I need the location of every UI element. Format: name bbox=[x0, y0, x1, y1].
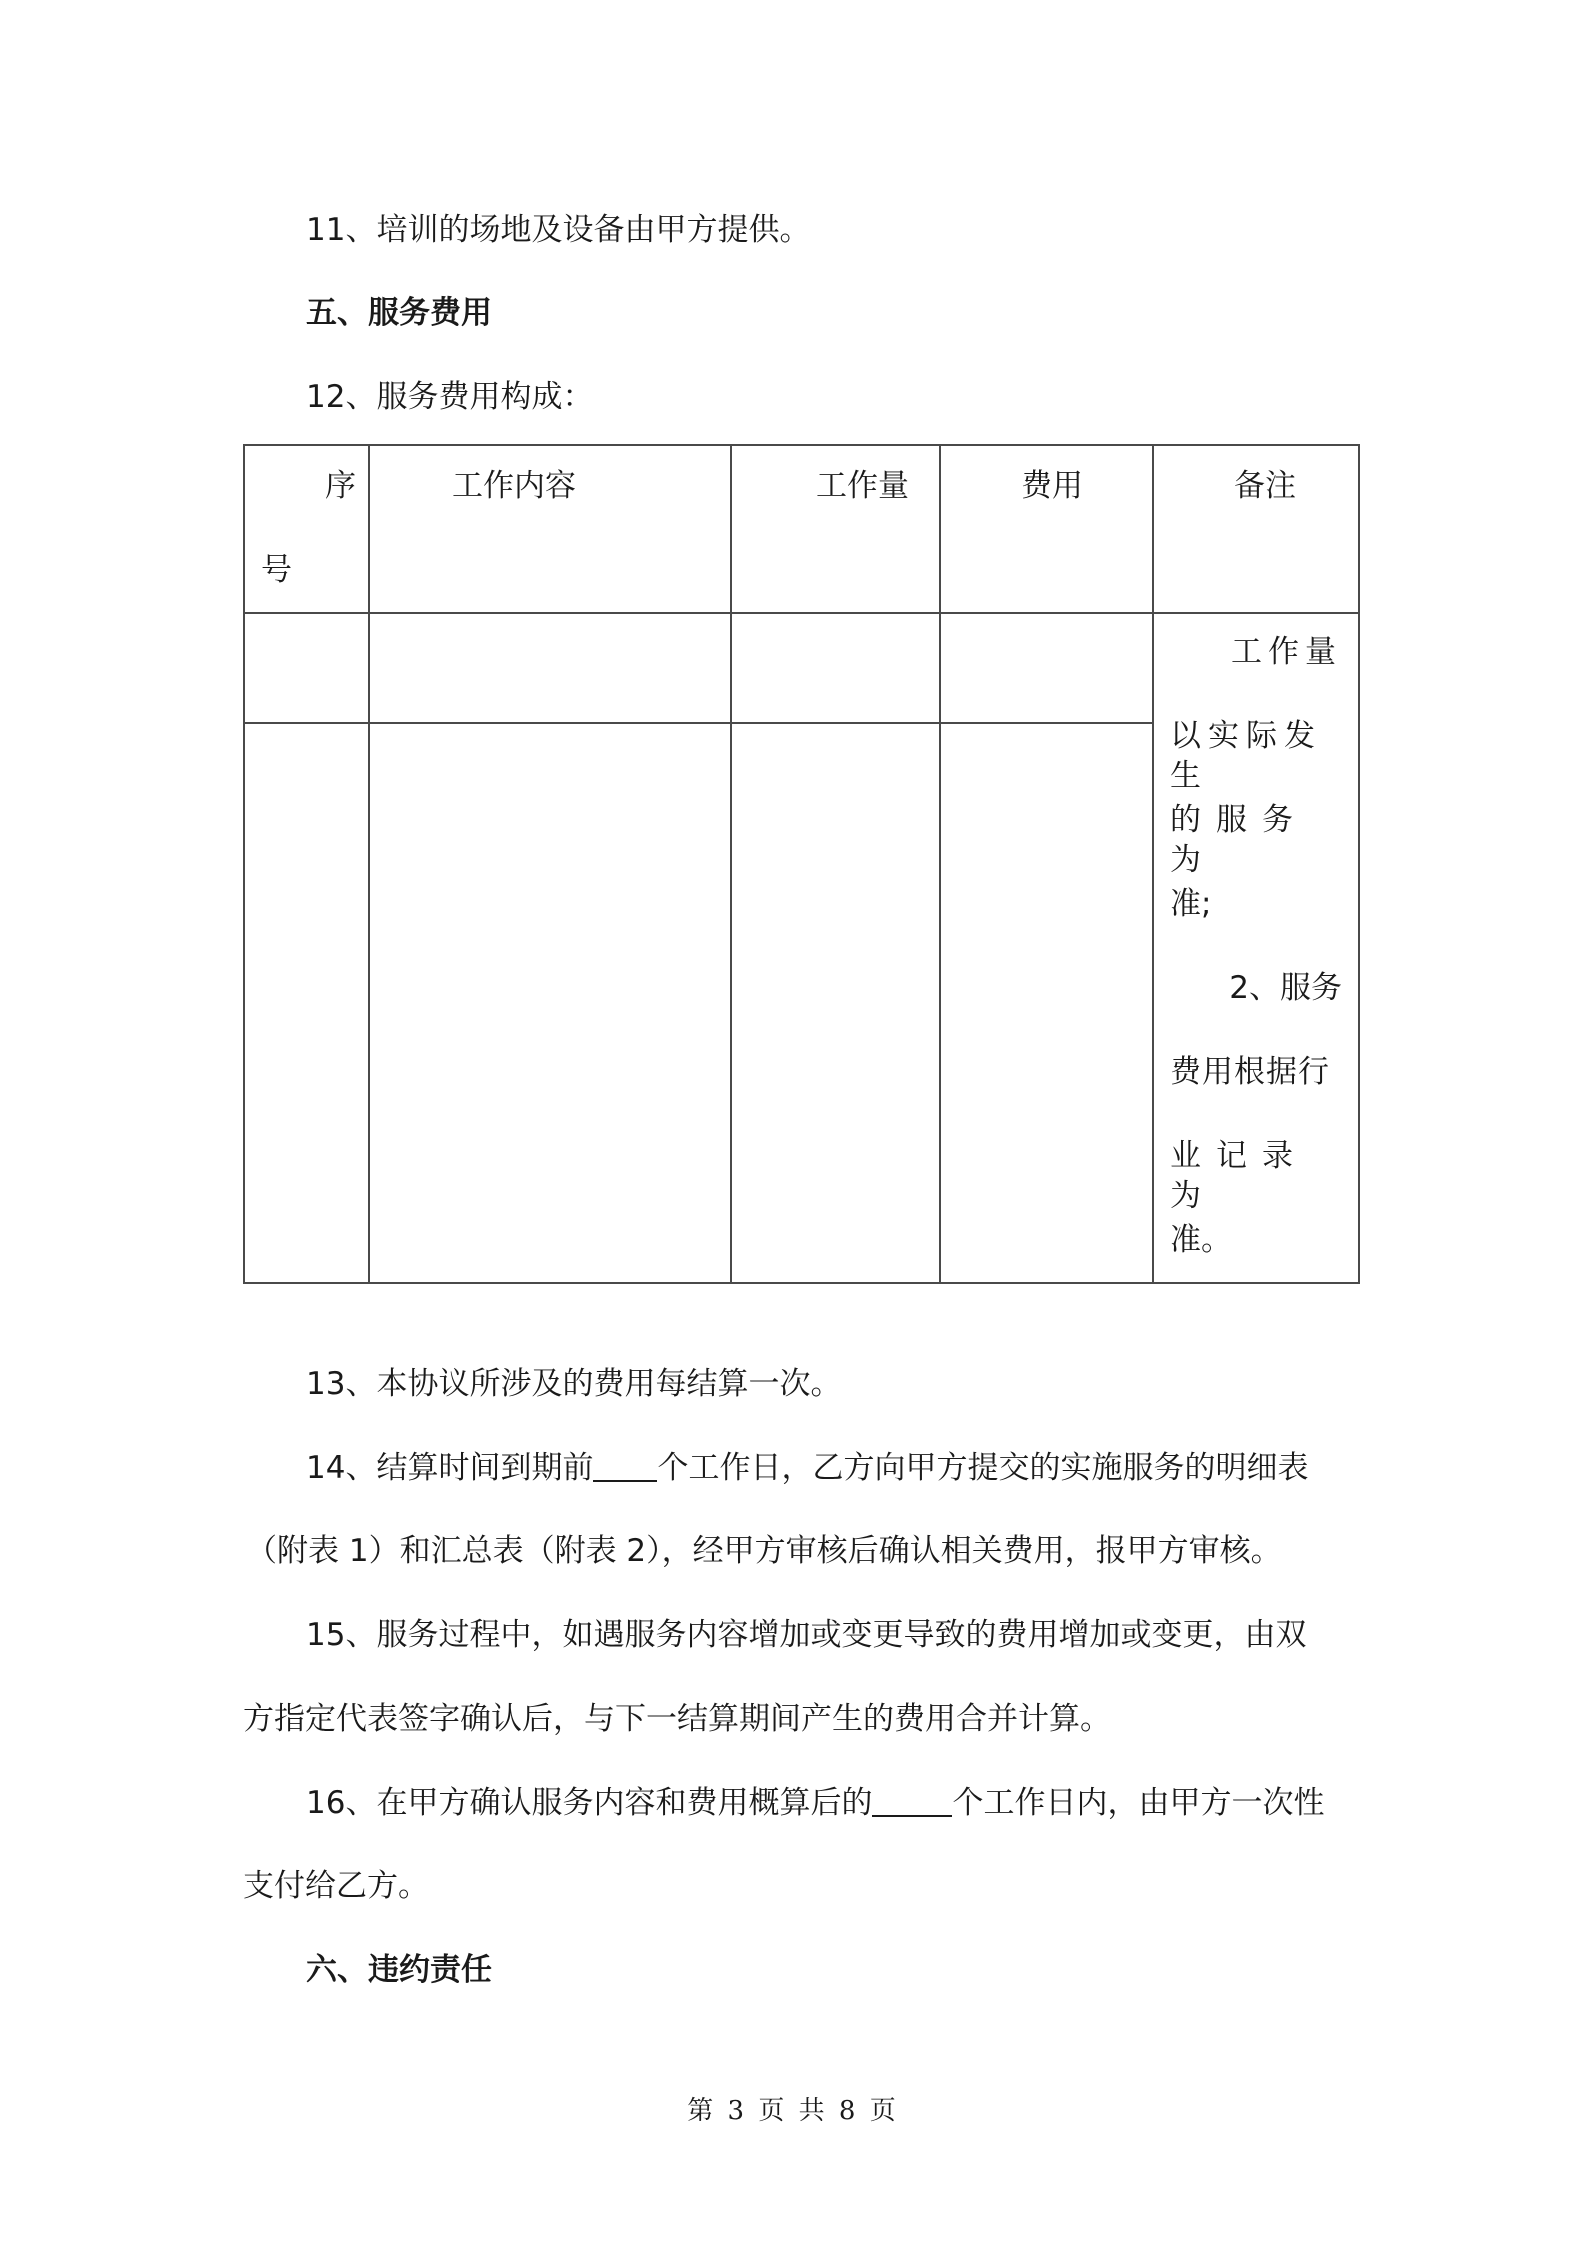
clause-15-line1: 15、服务过程中，如遇服务内容增加或变更导致的费用增加或变更，由双 bbox=[306, 1617, 1307, 1653]
header-fee: 费用 bbox=[940, 445, 1153, 613]
table-row bbox=[244, 613, 1359, 723]
header-content: 工作内容 bbox=[369, 445, 731, 613]
page-footer: 第 3 页 共 8 页 bbox=[687, 2096, 899, 2126]
blank-field bbox=[593, 1450, 657, 1482]
remark-cell: 工作量 以实际发生 的服务为 准; 2、服务 费用根据行 业记录为 准。 bbox=[1153, 613, 1359, 1283]
table-cell bbox=[244, 723, 369, 1283]
clause-14-line2: （附表 1）和汇总表（附表 2），经甲方审核后确认相关费用，报甲方审核。 bbox=[246, 1533, 1282, 1569]
table-cell bbox=[369, 613, 731, 723]
section-heading-6: 六、违约责任 bbox=[306, 1952, 492, 1988]
header-seq: 序 号 bbox=[244, 445, 369, 613]
clause-12: 12、服务费用构成： bbox=[306, 379, 594, 415]
table-cell bbox=[731, 613, 940, 723]
table-cell bbox=[940, 723, 1153, 1283]
table-cell bbox=[940, 613, 1153, 723]
clause-13: 13、本协议所涉及的费用每结算一次。 bbox=[306, 1366, 842, 1402]
header-remark: 备注 bbox=[1153, 445, 1359, 613]
clause-14-line1: 14、结算时间到期前 个工作日，乙方向甲方提交的实施服务的明细表 bbox=[306, 1450, 1309, 1486]
clause-16-line2: 支付给乙方。 bbox=[243, 1868, 429, 1904]
clause-16-line1: 16、在甲方确认服务内容和费用概算后的 个工作日内，由甲方一次性 bbox=[306, 1785, 1325, 1821]
header-workload: 工作量 bbox=[731, 445, 940, 613]
blank-field bbox=[872, 1785, 952, 1817]
clause-15-line2: 方指定代表签字确认后，与下一结算期间产生的费用合并计算。 bbox=[243, 1701, 1111, 1737]
service-fee-table bbox=[243, 444, 1360, 1284]
clause-11: 11、培训的场地及设备由甲方提供。 bbox=[306, 212, 811, 248]
section-heading-5: 五、服务费用 bbox=[306, 295, 492, 331]
table-cell bbox=[731, 723, 940, 1283]
table-header-row bbox=[244, 445, 1359, 613]
table-cell bbox=[369, 723, 731, 1283]
table-cell bbox=[244, 613, 369, 723]
